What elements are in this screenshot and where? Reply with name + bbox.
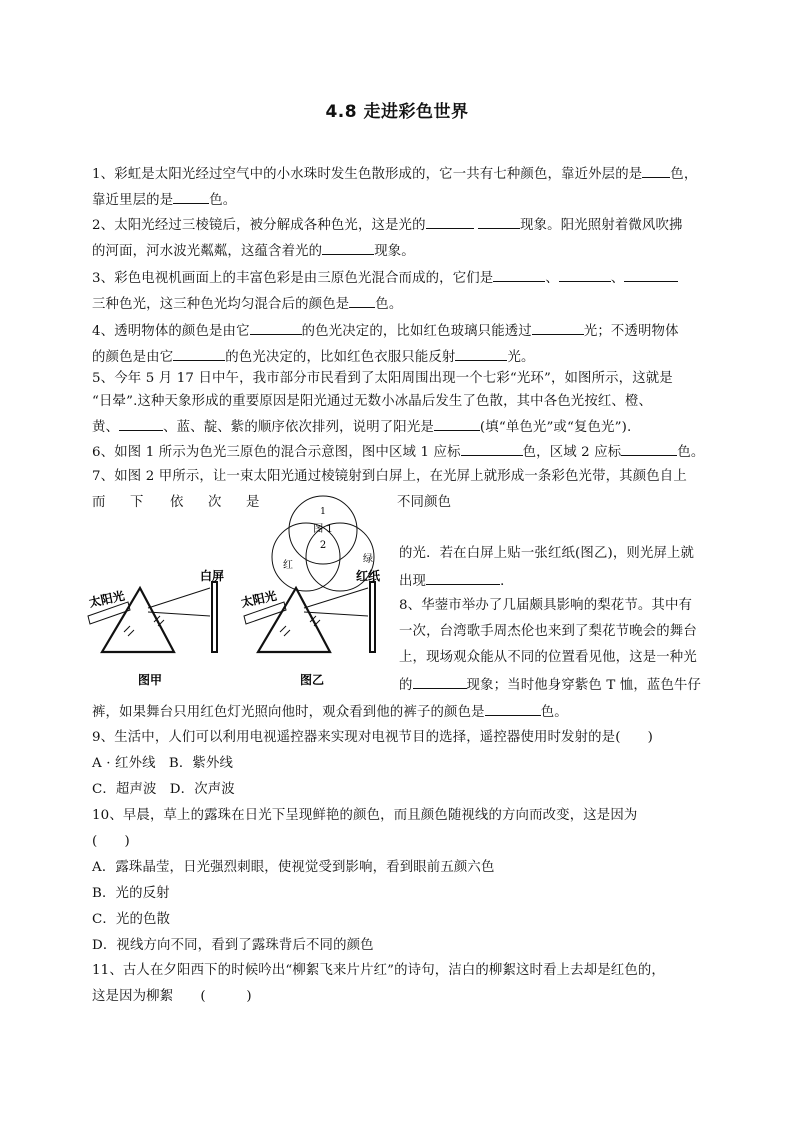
question-7-line-4 (399, 571, 704, 591)
question-10-paren (92, 833, 704, 851)
answer-blank[interactable] (455, 347, 507, 361)
venn-label-red: 红 (283, 560, 293, 571)
option-a[interactable]: A．露珠晶莹，日光强烈刺眼，使视觉受到影响，看到眼前五颜六色 (92, 860, 495, 875)
question-1-line-1 (92, 164, 704, 184)
question-5-line-3 (92, 417, 704, 437)
option-b[interactable]: B．光的反射 (92, 886, 170, 901)
answer-blank[interactable] (322, 241, 374, 255)
question-text: 这是因为柳絮 ( ) (92, 989, 252, 1004)
prism-hatch (280, 626, 286, 632)
sunlight-label-b: 太阳光 (239, 588, 278, 610)
question-text: 下 (130, 495, 144, 510)
question-text: 次 (208, 495, 222, 510)
question-text: 裤，如果舞台只用红色灯光照向他时，观众看到他的裤子的颜色是 (92, 705, 485, 720)
question-text: 现象。 (374, 244, 415, 259)
figure-b-caption: 图乙 (299, 673, 325, 687)
prism-hatch (124, 626, 130, 632)
prism-hatch (284, 630, 290, 636)
question-3-line-1 (92, 268, 704, 288)
answer-paren[interactable]: ( ) (92, 834, 130, 849)
answer-blank[interactable] (485, 702, 541, 716)
question-text: 、蓝、靛、紫的顺序依次排列，说明了阳光是 (163, 420, 434, 435)
question-text: 8、华蓥市举办了几届颇具影响的梨花节。其中有 (399, 598, 693, 613)
question-11-line-1 (92, 962, 704, 980)
prism-hatch (128, 630, 134, 636)
question-text: 6、如图 1 所示为色光三原色的混合示意图，图中区域 1 应标 (92, 445, 461, 460)
answer-blank[interactable] (250, 321, 302, 335)
question-text: “日晕”.这种天象形成的重要原因是阳光通过无数小冰晶后发生了色散，其中各色光按红、橙、 (92, 394, 653, 409)
red-paper-label: 红纸 (356, 569, 381, 583)
question-8-line-1 (399, 597, 704, 615)
separator: 、 (545, 271, 559, 286)
question-7-line-2b (397, 494, 697, 512)
question-text: 2、太阳光经过三棱镜后，被分解成各种色光，这是光的 (92, 218, 426, 233)
question-text: 的 (399, 678, 413, 693)
answer-blank[interactable] (559, 268, 611, 282)
question-9-stem (92, 729, 704, 747)
question-text: 靠近里层的是 (92, 193, 174, 208)
question-text: 7、如图 2 甲所示，让一束太阳光通过棱镜射到白屏上，在光屏上就形成一条彩色光带，其颜色自上 (92, 469, 687, 484)
answer-blank[interactable] (478, 215, 520, 229)
question-10-stem (92, 807, 704, 825)
question-3-line-2 (92, 294, 704, 314)
option-d[interactable]: D．视线方向不同，看到了露珠背后不同的颜色 (92, 938, 374, 953)
option-a[interactable]: A · 红外线 (92, 756, 156, 771)
separator: 、 (610, 271, 625, 286)
question-text: 色。 (540, 705, 568, 720)
question-4-line-2 (92, 347, 704, 367)
option-c[interactable]: C．光的色散 (92, 912, 171, 927)
white-screen-b (370, 582, 375, 652)
answer-blank[interactable] (413, 675, 467, 689)
answer-blank[interactable] (349, 294, 375, 308)
question-text: 1、彩虹是太阳光经过空气中的小水珠时发生色散形成的，它一共有七种颜色，靠近外层的是 (92, 167, 643, 182)
question-9-options-cd (92, 781, 704, 799)
question-2-line-2 (92, 241, 704, 261)
question-6-line-1 (92, 442, 704, 462)
venn-region-2: 2 (319, 540, 327, 551)
question-text: 的色光决定的，比如红色玻璃只能透过 (301, 324, 532, 339)
figure-a-caption: 图甲 (137, 673, 163, 687)
question-4-line-1 (92, 321, 704, 341)
answer-blank[interactable] (461, 442, 523, 456)
question-11-line-2 (92, 988, 704, 1006)
question-text: 光；不透明物体 (583, 324, 679, 339)
venn-region-1: 1 (320, 507, 326, 517)
question-text: 出现 (399, 574, 427, 589)
question-10-option-a (92, 859, 704, 877)
question-7-line-3 (399, 545, 704, 563)
question-text: 的色光决定的，比如红色衣服只能反射 (225, 350, 456, 365)
question-5-line-1 (92, 370, 704, 388)
white-screen-a (212, 582, 217, 652)
question-1-line-2 (92, 190, 704, 210)
question-text: 不同颜色 (397, 495, 452, 510)
answer-blank[interactable] (426, 571, 500, 585)
question-text: 5、今年 5 月 17 日中午，我市部分市民看到了太阳周围出现一个七彩“光环”，如图所示，这就是 (92, 371, 673, 386)
question-text: 4、透明物体的颜色是由它 (92, 324, 250, 339)
question-text: 上，现场观众能从不同的位置看见他，这是一种光 (399, 650, 697, 665)
answer-blank[interactable] (426, 215, 474, 229)
answer-blank[interactable] (434, 417, 480, 431)
question-text: 色。 (209, 193, 237, 208)
question-text: 色， (670, 167, 698, 182)
question-text: 现象。阳光照射着微风吹拂 (520, 218, 683, 233)
question-7-line-1 (92, 468, 704, 486)
question-text: 的颜色是由它 (92, 350, 174, 365)
question-text: 黄、 (92, 420, 120, 435)
question-text: 色，区域 2 应标 (522, 445, 622, 460)
question-10-option-b (92, 885, 704, 903)
option-c[interactable]: C．超声波 (92, 782, 157, 797)
venn-label-green: 绿 (363, 554, 373, 565)
answer-blank[interactable] (119, 417, 163, 431)
question-text: 一次，台湾歌手周杰伦也来到了梨花节晚会的舞台 (399, 624, 697, 639)
question-text: 11、古人在夕阳西下的时候吟出“柳絮飞来片片红”的诗句，洁白的柳絮这时看上去却是红色的， (92, 963, 665, 978)
answer-blank[interactable] (642, 164, 670, 178)
question-9-options-ab (92, 755, 704, 773)
question-text: 10、早晨，草上的露珠在日光下呈现鲜艳的颜色，而且颜色随视线的方向而改变，这是因为 (92, 808, 638, 823)
answer-blank[interactable] (532, 321, 584, 335)
ray-b (304, 612, 368, 616)
figure-svg (82, 490, 392, 695)
ray-a (148, 612, 210, 616)
question-5-line-2 (92, 393, 704, 411)
answer-blank[interactable] (173, 347, 225, 361)
question-text: ． (500, 574, 514, 589)
question-2-line-1 (92, 215, 704, 235)
question-text: 依 (170, 495, 184, 510)
option-b[interactable]: B．紫外线 (168, 756, 234, 771)
figure-optics (82, 490, 392, 695)
ray-a (148, 588, 210, 608)
venn-title: 图 1 (313, 524, 333, 535)
question-text: 是 (246, 495, 260, 510)
page-title: 4.8 走进彩色世界 (325, 102, 469, 122)
question-text: (填“单色光”或“复色光”). (479, 420, 632, 435)
question-text: 色。 (677, 445, 705, 460)
question-8-line-2 (399, 623, 704, 641)
question-8-line-4 (399, 675, 704, 695)
question-text: 的河面，河水波光粼粼，这蕴含着光的 (92, 244, 323, 259)
question-10-option-d (92, 937, 704, 955)
question-text: 光。 (507, 350, 535, 365)
option-d[interactable]: D．次声波 (169, 782, 235, 797)
question-8-line-3 (399, 649, 704, 667)
answer-blank[interactable] (493, 268, 545, 282)
question-text: 现象；当时他身穿紫色 T 恤，蓝色牛仔 (466, 678, 702, 693)
question-text: 的光．若在白屏上贴一张红纸(图乙)，则光屏上就 (399, 546, 695, 561)
question-8-line-5 (92, 702, 704, 722)
question-text: 而 (92, 495, 106, 510)
question-10-option-c (92, 911, 704, 929)
answer-blank[interactable] (621, 442, 677, 456)
question-text: 色。 (375, 297, 403, 312)
question-text: 三种色光，这三种色光均匀混合后的颜色是 (92, 297, 350, 312)
question-text: 3、彩色电视机画面上的丰富色彩是由三原色光混合而成的，它们是 (92, 271, 494, 286)
answer-blank[interactable] (173, 190, 209, 204)
white-screen-label: 白屏 (200, 569, 225, 583)
sunlight-label-a: 太阳光 (87, 588, 126, 610)
answer-blank[interactable] (624, 268, 678, 282)
question-text: 9、生活中，人们可以利用电视遥控器来实现对电视节目的选择，遥控器使用时发射的是( ) (92, 730, 654, 745)
